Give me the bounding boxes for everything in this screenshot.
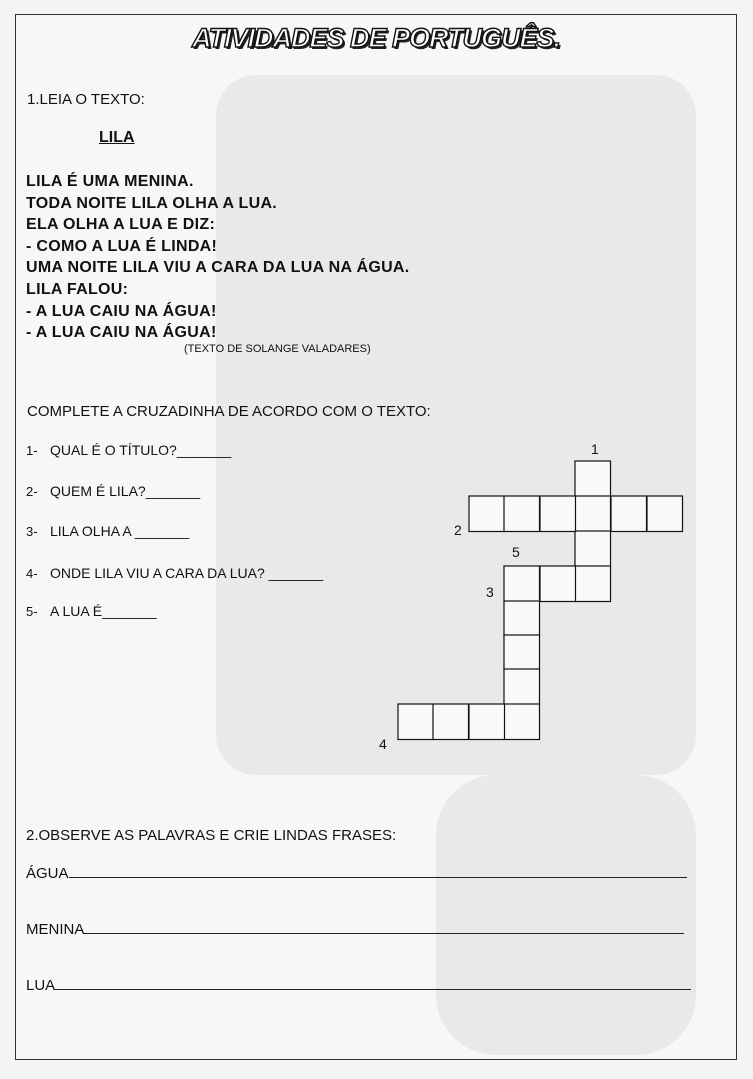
- story-line: TODA NOITE LILA OLHA A LUA.: [26, 194, 278, 212]
- story-line: - A LUA CAIU NA ÁGUA!: [26, 324, 217, 342]
- story-line: - COMO A LUA É LINDA!: [26, 237, 218, 255]
- crossword-cell-word-3[interactable]: [504, 635, 540, 671]
- question-text: LILA OLHA A _______: [50, 523, 190, 539]
- clue-number-5: 5: [512, 544, 520, 560]
- section1-instruction: 1.LEIA O TEXTO:: [27, 91, 145, 108]
- crossword-cell-word-2[interactable]: [540, 496, 576, 532]
- writing-rule[interactable]: [55, 976, 691, 990]
- question-text: QUAL É O TÍTULO?_______: [50, 442, 232, 458]
- story-line: LILA FALOU:: [26, 280, 129, 298]
- crossword-cell-word-1[interactable]: [575, 496, 611, 532]
- crossword-cell-word-2[interactable]: [469, 496, 505, 532]
- word-label: ÁGUA: [26, 865, 69, 882]
- story-line: UMA NOITE LILA VIU A CARA DA LUA NA ÁGUA.: [26, 259, 410, 277]
- question-number: 4-: [26, 566, 38, 581]
- writing-rule[interactable]: [84, 920, 684, 934]
- story-title: LILA: [99, 129, 135, 146]
- worksheet-page: [15, 14, 737, 1060]
- sentence-line-agua[interactable]: [26, 864, 687, 882]
- crossword-cell-word-1[interactable]: [575, 566, 611, 602]
- sentence-line-menina[interactable]: [26, 920, 684, 938]
- crossword-cell-word-2[interactable]: [504, 496, 540, 532]
- crossword-cell-word-4[interactable]: [433, 704, 469, 740]
- page-title: ATIVIDADES DE PORTUGUÊS.: [191, 23, 561, 53]
- question-text: QUEM É LILA?_______: [50, 483, 201, 499]
- story-credit: (TEXTO DE SOLANGE VALADARES): [184, 343, 371, 355]
- crossword-cell-word-5[interactable]: [504, 566, 540, 602]
- clue-number-2: 2: [454, 522, 462, 538]
- crossword-cell-word-1[interactable]: [575, 531, 611, 567]
- crossword-cell-word-5[interactable]: [540, 566, 576, 602]
- crossword-grid: [16, 15, 736, 1059]
- clue-number-3: 3: [486, 584, 494, 600]
- crossword-instruction: COMPLETE A CRUZADINHA DE ACORDO COM O TEXTO:: [27, 403, 431, 420]
- section2-instruction: 2.OBSERVE AS PALAVRAS E CRIE LINDAS FRASES:: [26, 827, 397, 844]
- question-number: 5-: [26, 604, 38, 619]
- word-label: LUA: [26, 977, 56, 994]
- question-text: A LUA É_______: [50, 603, 157, 619]
- clue-number-1: 1: [591, 441, 599, 457]
- word-label: MENINA: [26, 921, 85, 938]
- crossword-cell-word-4[interactable]: [398, 704, 434, 740]
- question-number: 3-: [26, 524, 38, 539]
- writing-rule[interactable]: [69, 864, 687, 878]
- clue-number-4: 4: [379, 736, 387, 752]
- crossword-cell-word-4[interactable]: [469, 704, 505, 740]
- crossword-cell-word-2[interactable]: [611, 496, 647, 532]
- crossword-cell-word-1[interactable]: [575, 461, 611, 497]
- story-line: ELA OLHA A LUA E DIZ:: [26, 216, 216, 234]
- story-line: LILA É UMA MENINA.: [26, 173, 194, 190]
- sentence-line-lua[interactable]: [26, 976, 691, 994]
- crossword-cell-word-3[interactable]: [504, 601, 540, 637]
- story-line: - A LUA CAIU NA ÁGUA!: [26, 302, 217, 320]
- question-text: ONDE LILA VIU A CARA DA LUA? _______: [50, 565, 324, 581]
- crossword-cell-word-3[interactable]: [504, 704, 540, 740]
- question-number: 2-: [26, 484, 38, 499]
- crossword-cell-word-2[interactable]: [647, 496, 683, 532]
- question-number: 1-: [26, 443, 38, 458]
- crossword-cell-word-3[interactable]: [504, 669, 540, 705]
